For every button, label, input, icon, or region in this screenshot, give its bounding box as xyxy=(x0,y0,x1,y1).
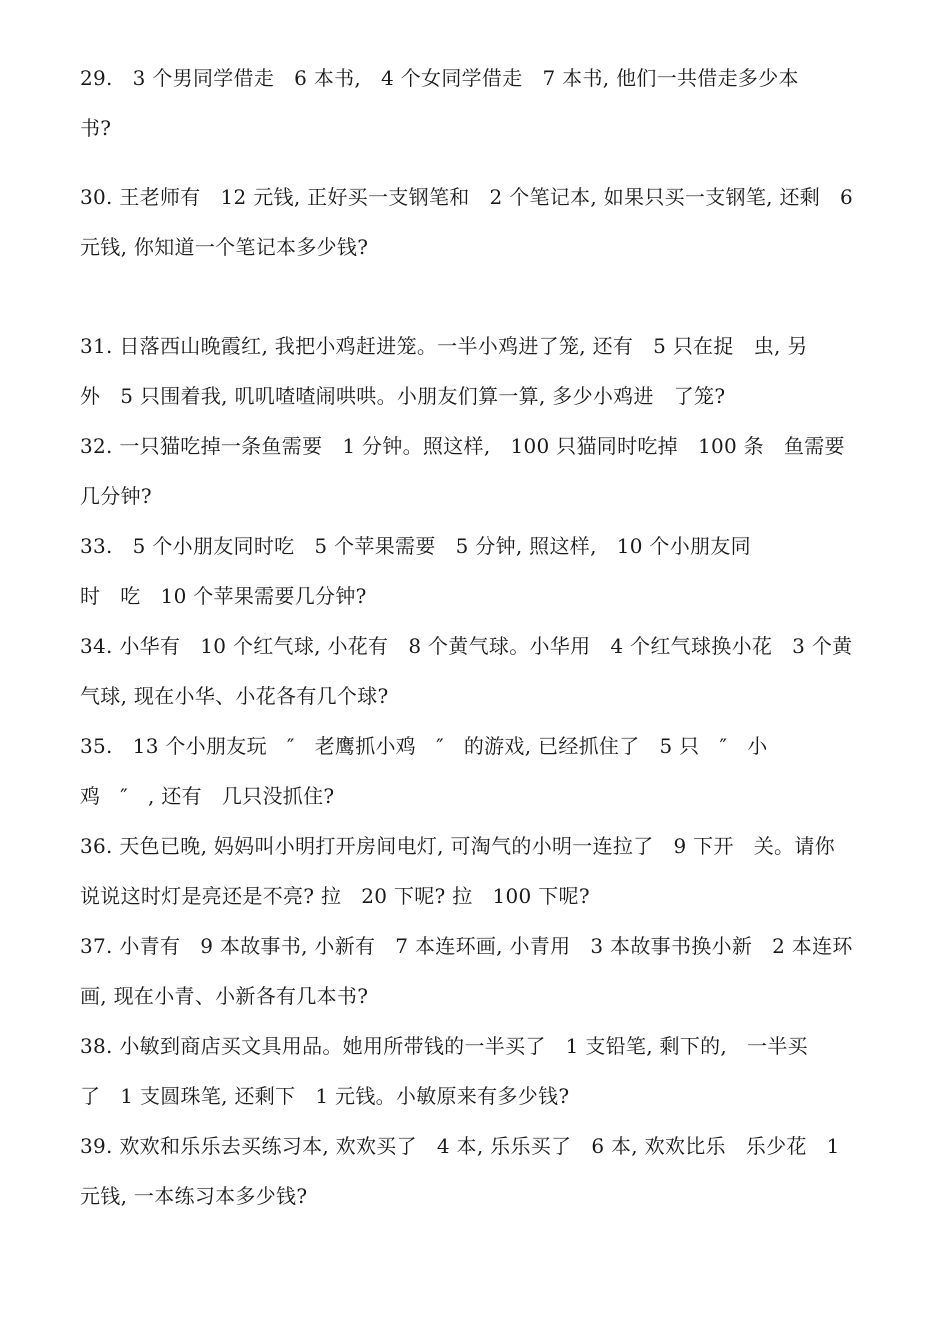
problem-36-line-1: 36. 天色已晚, 妈妈叫小明打开房间电灯, 可淘气的小明一连拉了 9 下开 关。请你 xyxy=(80,834,835,858)
problem-32-line-1: 32. 一只猫吃掉一条鱼需要 1 分钟。照这样, 100 只猫同时吃掉 100 条 鱼需要 xyxy=(80,434,845,458)
problem-33-line-1: 33. 5 个小朋友同时吃 5 个苹果需要 5 分钟, 照这样, 10 个小朋友同 xyxy=(80,534,751,558)
problem-37-line-1: 37. 小青有 9 本故事书, 小新有 7 本连环画, 小青用 3 本故事书换小新 2 本连环 xyxy=(80,934,853,958)
problem-35-line-1: 35. 13 个小朋友玩 ″ 老鹰抓小鸡 ″ 的游戏, 已经抓住了 5 只 ″ 小 xyxy=(80,734,768,758)
problem-39-line-2: 元钱, 一本练习本多少钱? xyxy=(80,1184,308,1208)
problem-29-line-1: 29. 3 个男同学借走 6 本书, 4 个女同学借走 7 本书, 他们一共借走多少本 xyxy=(80,66,799,90)
problem-36-line-2: 说说这时灯是亮还是不亮? 拉 20 下呢? 拉 100 下呢? xyxy=(80,884,590,908)
problem-30-line-2: 元钱, 你知道一个笔记本多少钱? xyxy=(80,235,369,259)
problem-31-line-2: 外 5 只围着我, 叽叽喳喳闹哄哄。小朋友们算一算, 多少小鸡进 了笼? xyxy=(80,384,726,408)
problem-34-line-2: 气球, 现在小华、小花各有几个球? xyxy=(80,684,389,708)
problem-39-line-1: 39. 欢欢和乐乐去买练习本, 欢欢买了 4 本, 乐乐买了 6 本, 欢欢比乐 乐少花 1 xyxy=(80,1134,840,1158)
problem-32-line-2: 几分钟? xyxy=(80,484,152,508)
problem-34-line-1: 34. 小华有 10 个红气球, 小花有 8 个黄气球。小华用 4 个红气球换小花 3 个黄 xyxy=(80,634,853,658)
problem-33-line-2: 时 吃 10 个苹果需要几分钟? xyxy=(80,584,367,608)
problem-38-line-1: 38. 小敏到商店买文具用品。她用所带钱的一半买了 1 支铅笔, 剩下的, 一半买 xyxy=(80,1034,808,1058)
problem-35-line-2: 鸡 ″ , 还有 几只没抓住? xyxy=(80,784,335,808)
problem-31-line-1: 31. 日落西山晚霞红, 我把小鸡赶进笼。一半小鸡进了笼, 还有 5 只在捉 虫, 另 xyxy=(80,334,808,358)
problem-38-line-2: 了 1 支圆珠笔, 还剩下 1 元钱。小敏原来有多少钱? xyxy=(80,1084,570,1108)
problem-37-line-2: 画, 现在小青、小新各有几本书? xyxy=(80,984,369,1008)
problem-29-line-2: 书? xyxy=(80,116,112,140)
problem-30-line-1: 30. 王老师有 12 元钱, 正好买一支钢笔和 2 个笔记本, 如果只买一支钢笔, 还剩 6 xyxy=(80,185,854,209)
